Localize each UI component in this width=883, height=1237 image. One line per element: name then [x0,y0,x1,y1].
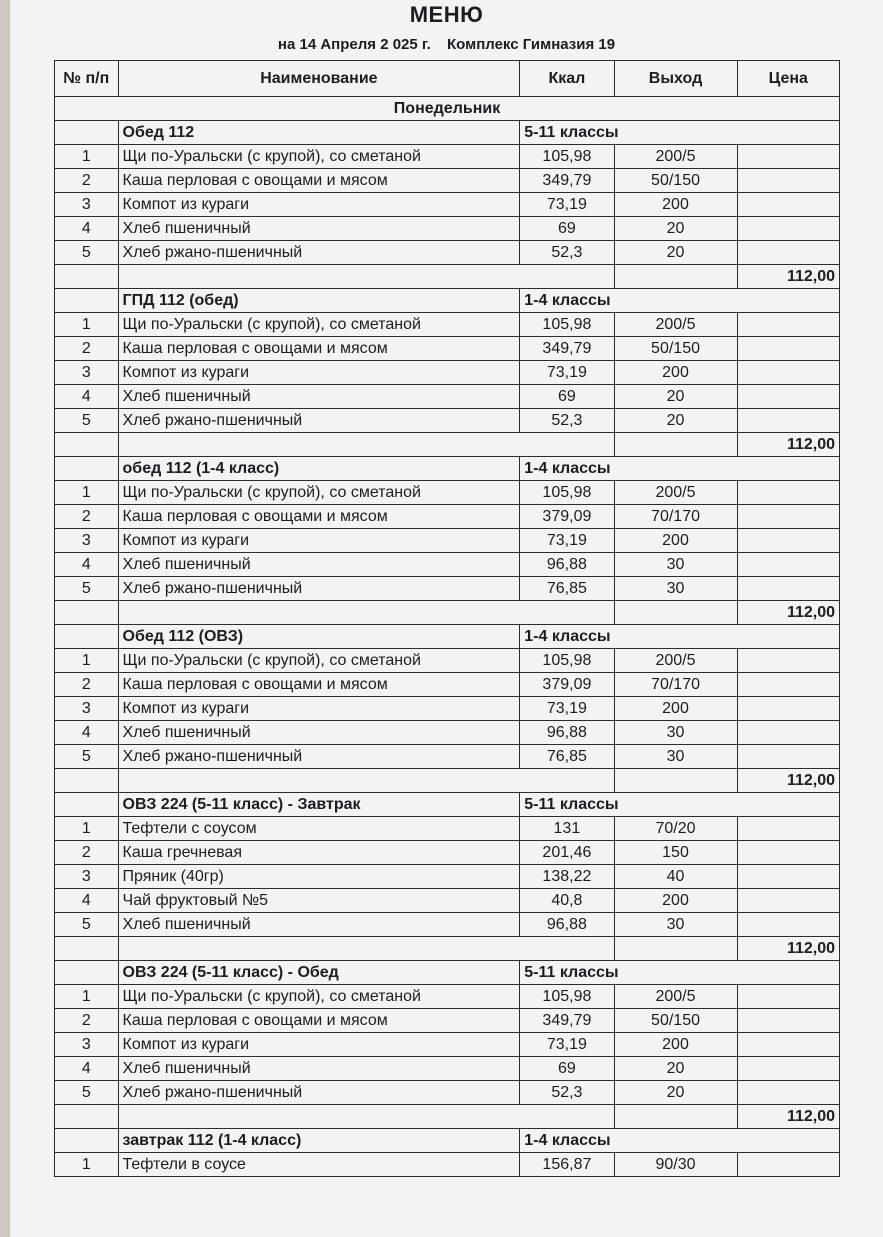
menu-date: на 14 Апреля 2 025 г. [277,36,431,53]
item-kcal: 69 [520,1057,614,1081]
total-empty-name [118,769,614,793]
item-name: Каша перловая с овощами и мясом [118,337,520,361]
menu-sheet [10,0,883,1237]
item-num: 5 [55,241,119,265]
item-num: 4 [55,889,119,913]
item-price [737,505,840,529]
header-kcal: Ккал [520,61,614,97]
item-num: 4 [55,721,119,745]
table-row [55,217,840,241]
group-classes: 1-4 классы [520,625,840,649]
item-price [737,817,840,841]
item-kcal: 105,98 [520,145,614,169]
item-kcal: 76,85 [520,577,614,601]
item-name: Тефтели с соусом [118,817,520,841]
total-empty-out [614,1105,737,1129]
total-empty-num [55,601,119,625]
table-row [55,169,840,193]
item-name: Компот из кураги [118,361,520,385]
item-name: Хлеб пшеничный [118,553,520,577]
table-row [55,697,840,721]
item-num: 4 [55,217,119,241]
table-row [55,337,840,361]
item-output: 20 [614,1057,737,1081]
item-kcal: 201,46 [520,841,614,865]
item-output: 200/5 [614,481,737,505]
item-name: Хлеб пшеничный [118,913,520,937]
group-total-row [55,433,840,457]
group-header-row [55,961,840,985]
item-name: Каша перловая с овощами и мясом [118,169,520,193]
item-kcal: 73,19 [520,1033,614,1057]
table-row [55,889,840,913]
item-output: 30 [614,577,737,601]
item-output: 200 [614,361,737,385]
item-name: Чай фруктовый №5 [118,889,520,913]
group-num-cell [55,1129,119,1153]
item-name: Каша перловая с овощами и мясом [118,1009,520,1033]
item-output: 30 [614,913,737,937]
total-empty-out [614,937,737,961]
item-num: 3 [55,865,119,889]
item-price [737,409,840,433]
item-num: 5 [55,577,119,601]
group-classes: 5-11 классы [520,793,840,817]
item-num: 1 [55,817,119,841]
item-num: 3 [55,1033,119,1057]
item-num: 4 [55,385,119,409]
item-num: 2 [55,841,119,865]
item-price [737,337,840,361]
group-num-cell [55,961,119,985]
item-name: Щи по-Уральски (с крупой), со сметаной [118,985,520,1009]
item-kcal: 131 [520,817,614,841]
table-row [55,505,840,529]
item-kcal: 96,88 [520,721,614,745]
group-name: завтрак 112 (1-4 класс) [118,1129,520,1153]
item-price [737,361,840,385]
item-num: 2 [55,505,119,529]
item-output: 200 [614,1033,737,1057]
group-num-cell [55,793,119,817]
item-output: 20 [614,385,737,409]
item-name: Компот из кураги [118,697,520,721]
item-num: 4 [55,1057,119,1081]
item-price [737,1081,840,1105]
table-row [55,841,840,865]
total-empty-num [55,1105,119,1129]
item-price [737,865,840,889]
item-num: 3 [55,193,119,217]
page-title: МЕНЮ [409,2,484,27]
item-name: Хлеб пшеничный [118,217,520,241]
item-price [737,697,840,721]
table-row [55,529,840,553]
item-num: 1 [55,649,119,673]
item-output: 90/30 [614,1153,737,1177]
item-output: 200 [614,889,737,913]
item-price [737,169,840,193]
item-price [737,1057,840,1081]
page-subtitle [10,36,883,53]
table-row [55,673,840,697]
group-header-row [55,457,840,481]
item-output: 30 [614,721,737,745]
table-row [55,241,840,265]
item-price [737,217,840,241]
table-row [55,385,840,409]
item-num: 1 [55,1153,119,1177]
total-empty-name [118,1105,614,1129]
total-empty-out [614,769,737,793]
item-price [737,1033,840,1057]
group-total-row [55,769,840,793]
table-row [55,745,840,769]
item-num: 3 [55,697,119,721]
item-kcal: 349,79 [520,337,614,361]
item-kcal: 349,79 [520,1009,614,1033]
item-price [737,649,840,673]
table-row [55,361,840,385]
group-total-price: 112,00 [737,937,840,961]
item-output: 200/5 [614,313,737,337]
item-price [737,385,840,409]
table-row [55,1033,840,1057]
item-kcal: 73,19 [520,193,614,217]
group-classes: 5-11 классы [520,121,840,145]
item-price [737,1153,840,1177]
group-header-row [55,625,840,649]
total-empty-num [55,937,119,961]
group-name: Обед 112 [118,121,520,145]
item-name: Компот из кураги [118,529,520,553]
item-kcal: 156,87 [520,1153,614,1177]
item-price [737,481,840,505]
group-total-price: 112,00 [737,769,840,793]
item-name: Хлеб пшеничный [118,385,520,409]
header-name: Наименование [118,61,520,97]
item-name: Хлеб ржано-пшеничный [118,577,520,601]
item-output: 70/20 [614,817,737,841]
group-name: ОВЗ 224 (5-11 класс) - Завтрак [118,793,520,817]
item-num: 3 [55,529,119,553]
group-total-row [55,601,840,625]
day-row [55,97,840,121]
item-name: Компот из кураги [118,1033,520,1057]
table-row [55,577,840,601]
table-row [55,817,840,841]
item-output: 50/150 [614,337,737,361]
header-output: Выход [614,61,737,97]
item-num: 5 [55,1081,119,1105]
total-empty-out [614,433,737,457]
item-kcal: 40,8 [520,889,614,913]
item-output: 200/5 [614,985,737,1009]
item-num: 2 [55,337,119,361]
group-header-row [55,793,840,817]
item-kcal: 52,3 [520,241,614,265]
item-output: 20 [614,241,737,265]
item-kcal: 52,3 [520,409,614,433]
item-name: Хлеб пшеничный [118,1057,520,1081]
table-row [55,721,840,745]
item-name: Хлеб пшеничный [118,721,520,745]
item-name: Каша гречневая [118,841,520,865]
item-price [737,1009,840,1033]
item-name: Щи по-Уральски (с крупой), со сметаной [118,649,520,673]
item-output: 20 [614,1081,737,1105]
group-total-price: 112,00 [737,265,840,289]
group-total-row [55,265,840,289]
total-empty-out [614,265,737,289]
item-output: 40 [614,865,737,889]
table-row [55,1081,840,1105]
group-header-row [55,1129,840,1153]
item-name: Хлеб ржано-пшеничный [118,745,520,769]
item-num: 3 [55,361,119,385]
item-num: 4 [55,553,119,577]
item-price [737,673,840,697]
item-num: 5 [55,913,119,937]
header-price: Цена [737,61,840,97]
item-output: 20 [614,217,737,241]
item-kcal: 96,88 [520,553,614,577]
item-name: Хлеб ржано-пшеничный [118,241,520,265]
group-classes: 5-11 классы [520,961,840,985]
item-kcal: 105,98 [520,985,614,1009]
menu-body [55,97,840,1177]
item-output: 70/170 [614,673,737,697]
group-name: обед 112 (1-4 класс) [118,457,520,481]
item-kcal: 52,3 [520,1081,614,1105]
total-empty-name [118,265,614,289]
item-num: 5 [55,745,119,769]
table-row [55,481,840,505]
item-name: Компот из кураги [118,193,520,217]
table-row [55,409,840,433]
item-num: 1 [55,145,119,169]
item-price [737,889,840,913]
item-output: 70/170 [614,505,737,529]
item-output: 200/5 [614,649,737,673]
item-output: 200 [614,193,737,217]
group-total-row [55,1105,840,1129]
item-kcal: 69 [520,217,614,241]
table-row [55,313,840,337]
table-header-row [55,61,840,97]
total-empty-num [55,433,119,457]
item-output: 30 [614,745,737,769]
item-name: Каша перловая с овощами и мясом [118,505,520,529]
group-num-cell [55,457,119,481]
item-price [737,241,840,265]
item-num: 1 [55,313,119,337]
item-num: 2 [55,169,119,193]
item-num: 2 [55,673,119,697]
table-row [55,193,840,217]
header-num: № п/п [55,61,119,97]
total-empty-num [55,769,119,793]
complex-name: Комплекс Гимназия 19 [446,36,616,53]
group-classes: 1-4 классы [520,457,840,481]
group-total-price: 112,00 [737,1105,840,1129]
table-row [55,865,840,889]
table-row [55,1009,840,1033]
item-price [737,985,840,1009]
item-output: 200 [614,529,737,553]
item-kcal: 379,09 [520,505,614,529]
item-num: 1 [55,481,119,505]
group-header-row [55,121,840,145]
table-row [55,649,840,673]
group-num-cell [55,121,119,145]
item-kcal: 105,98 [520,481,614,505]
item-name: Хлеб ржано-пшеничный [118,409,520,433]
group-num-cell [55,625,119,649]
item-price [737,841,840,865]
item-kcal: 105,98 [520,649,614,673]
item-num: 5 [55,409,119,433]
item-output: 50/150 [614,1009,737,1033]
menu-table [54,60,840,1177]
item-output: 200/5 [614,145,737,169]
group-name: ГПД 112 (обед) [118,289,520,313]
item-kcal: 105,98 [520,313,614,337]
page-edge [0,0,10,1237]
item-output: 50/150 [614,169,737,193]
item-price [737,313,840,337]
item-price [737,145,840,169]
item-price [737,529,840,553]
item-name: Тефтели в соусе [118,1153,520,1177]
table-row [55,1153,840,1177]
total-empty-name [118,601,614,625]
item-kcal: 69 [520,385,614,409]
total-empty-name [118,937,614,961]
item-kcal: 73,19 [520,529,614,553]
group-classes: 1-4 классы [520,1129,840,1153]
group-name: Обед 112 (ОВЗ) [118,625,520,649]
total-empty-out [614,601,737,625]
item-num: 2 [55,1009,119,1033]
day-label: Понедельник [55,97,840,121]
item-name: Каша перловая с овощами и мясом [118,673,520,697]
item-kcal: 76,85 [520,745,614,769]
group-header-row [55,289,840,313]
item-kcal: 73,19 [520,697,614,721]
table-row [55,145,840,169]
group-total-price: 112,00 [737,601,840,625]
table-row [55,913,840,937]
item-num: 1 [55,985,119,1009]
item-kcal: 379,09 [520,673,614,697]
group-classes: 1-4 классы [520,289,840,313]
item-output: 150 [614,841,737,865]
group-name: ОВЗ 224 (5-11 класс) - Обед [118,961,520,985]
item-output: 200 [614,697,737,721]
item-name: Щи по-Уральски (с крупой), со сметаной [118,313,520,337]
table-row [55,553,840,577]
item-price [737,721,840,745]
group-total-row [55,937,840,961]
item-kcal: 349,79 [520,169,614,193]
item-price [737,577,840,601]
total-empty-num [55,265,119,289]
item-kcal: 73,19 [520,361,614,385]
item-name: Хлеб ржано-пшеничный [118,1081,520,1105]
item-kcal: 96,88 [520,913,614,937]
item-kcal: 138,22 [520,865,614,889]
item-output: 30 [614,553,737,577]
table-row [55,985,840,1009]
group-num-cell [55,289,119,313]
item-price [737,913,840,937]
item-price [737,193,840,217]
item-name: Пряник (40гр) [118,865,520,889]
item-name: Щи по-Уральски (с крупой), со сметаной [118,145,520,169]
item-name: Щи по-Уральски (с крупой), со сметаной [118,481,520,505]
table-row [55,1057,840,1081]
item-price [737,745,840,769]
item-price [737,553,840,577]
total-empty-name [118,433,614,457]
group-total-price: 112,00 [737,433,840,457]
item-output: 20 [614,409,737,433]
